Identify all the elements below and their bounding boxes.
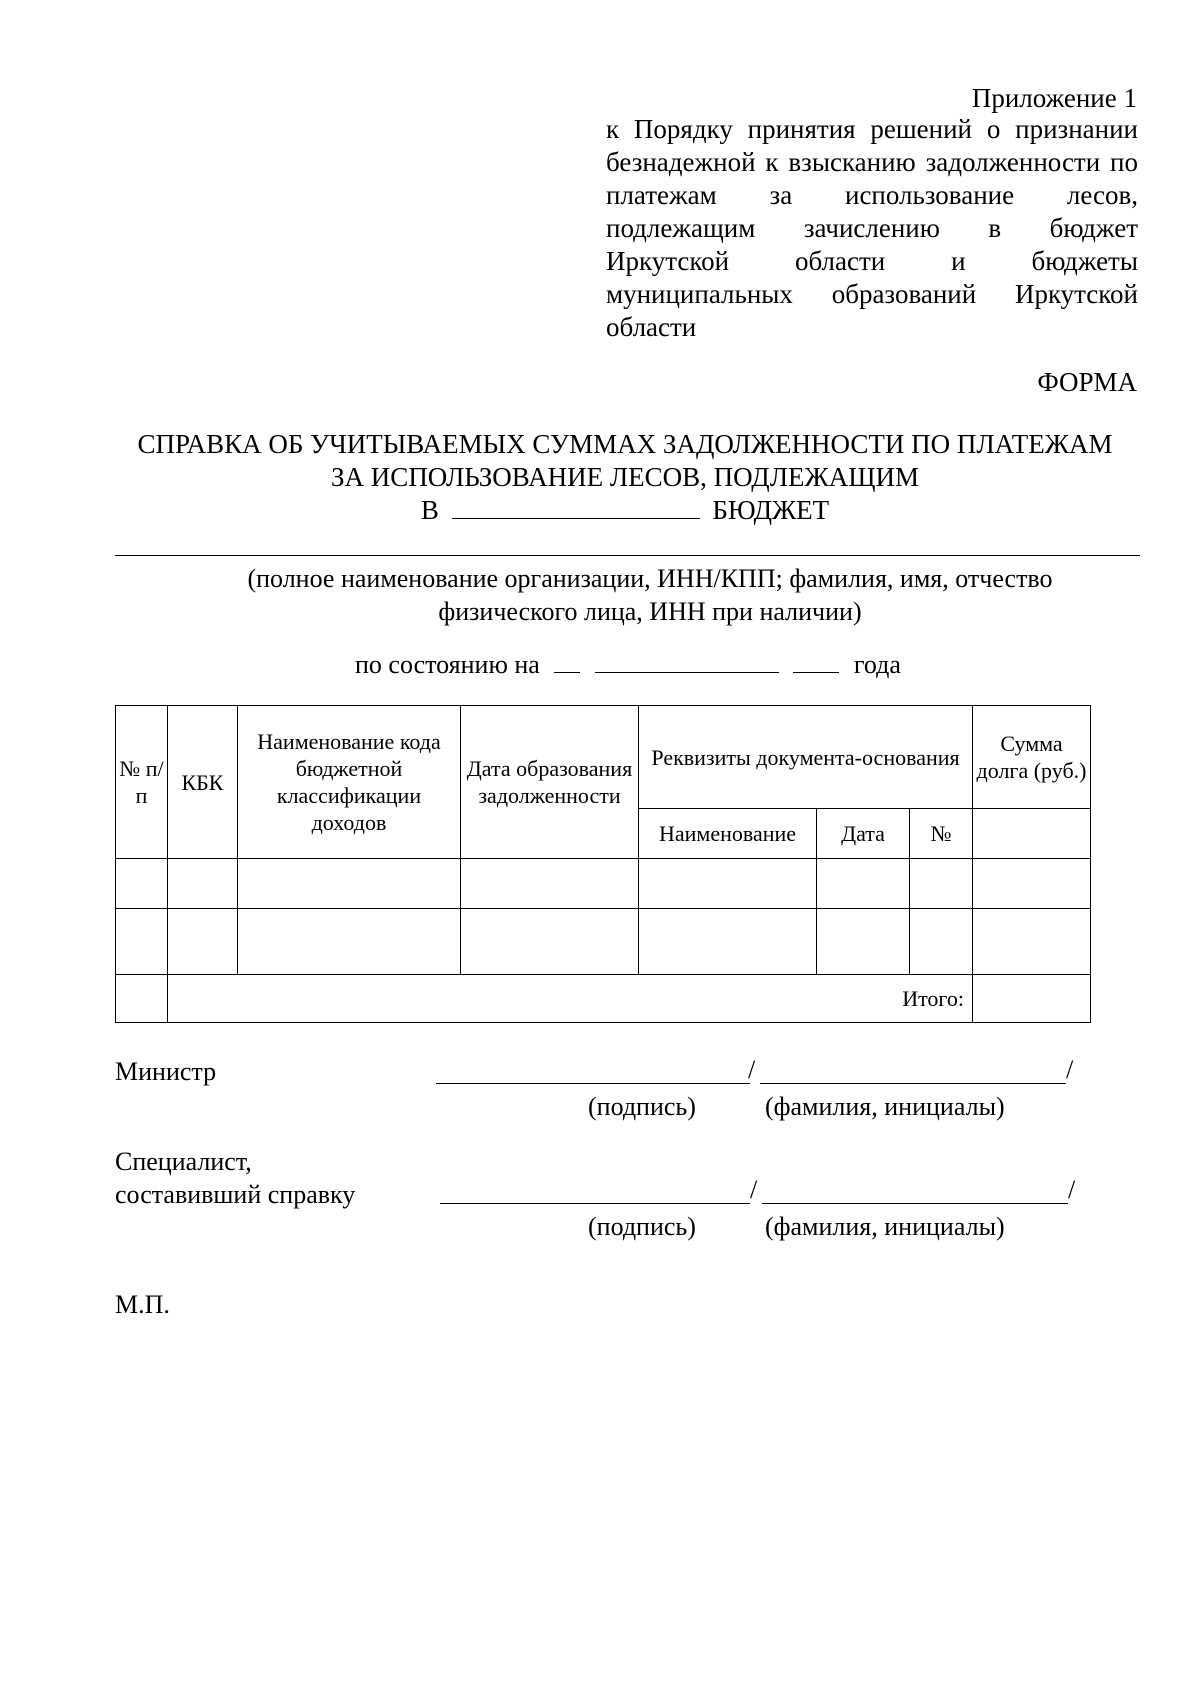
title-line-3	[105, 494, 1145, 527]
header-kbk: КБК	[168, 706, 238, 859]
row-2-cell-8[interactable]	[973, 909, 1091, 975]
minister-name-blank[interactable]	[760, 1083, 1066, 1084]
as-of-prefix: по состоянию на	[355, 650, 540, 679]
header-num: № п/п	[116, 706, 168, 859]
minister-signature-blank[interactable]	[436, 1083, 750, 1084]
header-amount: Сумма долга (руб.)	[973, 706, 1091, 809]
organization-caption-line-2: физического лица, ИНН при наличии)	[438, 597, 862, 626]
row-1-cell-3[interactable]	[238, 859, 461, 909]
row-2-cell-4[interactable]	[461, 909, 639, 975]
debt-table	[115, 705, 1091, 1023]
appendix-text: к Порядку принятия решений о признании безнадежной к взысканию задолженности по платежам за использование лесов, подлежащим зачислению в бюджет Иркутской области и бюджеты муниципальных образований Иркутской области	[606, 114, 1138, 342]
header-doc-group: Реквизиты документа-основания	[639, 706, 973, 809]
stamp-place: М.П.	[115, 1290, 170, 1319]
title-line-2: ЗА ИСПОЛЬЗОВАНИЕ ЛЕСОВ, ПОДЛЕЖАЩИМ	[331, 462, 919, 492]
specialist-label	[115, 1145, 355, 1211]
minister-label: Министр	[115, 1057, 217, 1086]
minister-name-caption: (фамилия, инициалы)	[765, 1092, 1005, 1121]
header-amount-blank	[973, 809, 1091, 859]
specialist-name-caption: (фамилия, инициалы)	[765, 1212, 1005, 1241]
row-2-cell-1[interactable]	[116, 909, 168, 975]
title-prefix: В	[420, 495, 439, 525]
minister-slash-1: /	[748, 1055, 756, 1084]
header-doc-name: Наименование	[639, 809, 817, 859]
row-1-cell-4[interactable]	[461, 859, 639, 909]
form-label: ФОРМА	[1037, 367, 1137, 397]
organization-name-blank[interactable]	[115, 555, 1140, 556]
specialist-label-line-1: Специалист,	[115, 1147, 252, 1176]
specialist-slash-2: /	[1068, 1175, 1076, 1204]
table-row	[116, 859, 1091, 909]
appendix-title: Приложение 1	[971, 83, 1137, 113]
minister-sign-caption: (подпись)	[588, 1092, 696, 1121]
table-row	[116, 909, 1091, 975]
row-2-cell-3[interactable]	[238, 909, 461, 975]
row-2-cell-6[interactable]	[817, 909, 910, 975]
row-2-cell-2[interactable]	[168, 909, 238, 975]
row-1-cell-8[interactable]	[973, 859, 1091, 909]
day-blank[interactable]	[554, 650, 580, 673]
specialist-name-blank[interactable]	[762, 1203, 1068, 1204]
total-num-cell	[116, 975, 168, 1023]
month-blank[interactable]	[595, 650, 779, 673]
as-of-date-line	[355, 650, 901, 680]
specialist-signature-blank[interactable]	[440, 1203, 750, 1204]
document-title	[105, 428, 1145, 527]
row-1-cell-7[interactable]	[910, 859, 973, 909]
title-line-1: СПРАВКА ОБ УЧИТЫВАЕМЫХ СУММАХ ЗАДОЛЖЕННОСТИ ПО ПЛАТЕЖАМ	[137, 429, 1113, 459]
specialist-sign-caption: (подпись)	[588, 1212, 696, 1241]
specialist-slash-1: /	[750, 1175, 758, 1204]
row-1-cell-2[interactable]	[168, 859, 238, 909]
row-2-cell-5[interactable]	[639, 909, 817, 975]
header-code-name: Наименование кода бюджетной классификации доходов	[238, 706, 461, 859]
row-1-cell-6[interactable]	[817, 859, 910, 909]
organization-caption	[190, 562, 1110, 628]
budget-name-blank[interactable]	[452, 494, 700, 519]
as-of-suffix: года	[853, 650, 901, 679]
total-row	[116, 975, 1091, 1023]
header-doc-num: №	[910, 809, 973, 859]
total-value[interactable]	[973, 975, 1091, 1023]
row-1-cell-5[interactable]	[639, 859, 817, 909]
header-date: Дата образования задолженности	[461, 706, 639, 859]
row-2-cell-7[interactable]	[910, 909, 973, 975]
row-1-cell-1[interactable]	[116, 859, 168, 909]
header-doc-date: Дата	[817, 809, 910, 859]
total-label: Итого:	[168, 975, 973, 1023]
specialist-label-line-2: составивший справку	[115, 1180, 356, 1209]
minister-slash-2: /	[1066, 1055, 1074, 1084]
year-blank[interactable]	[793, 650, 839, 673]
title-suffix: БЮДЖЕТ	[712, 495, 830, 525]
organization-caption-line-1: (полное наименование организации, ИНН/КПП; фамилия, имя, отчество	[247, 564, 1053, 593]
